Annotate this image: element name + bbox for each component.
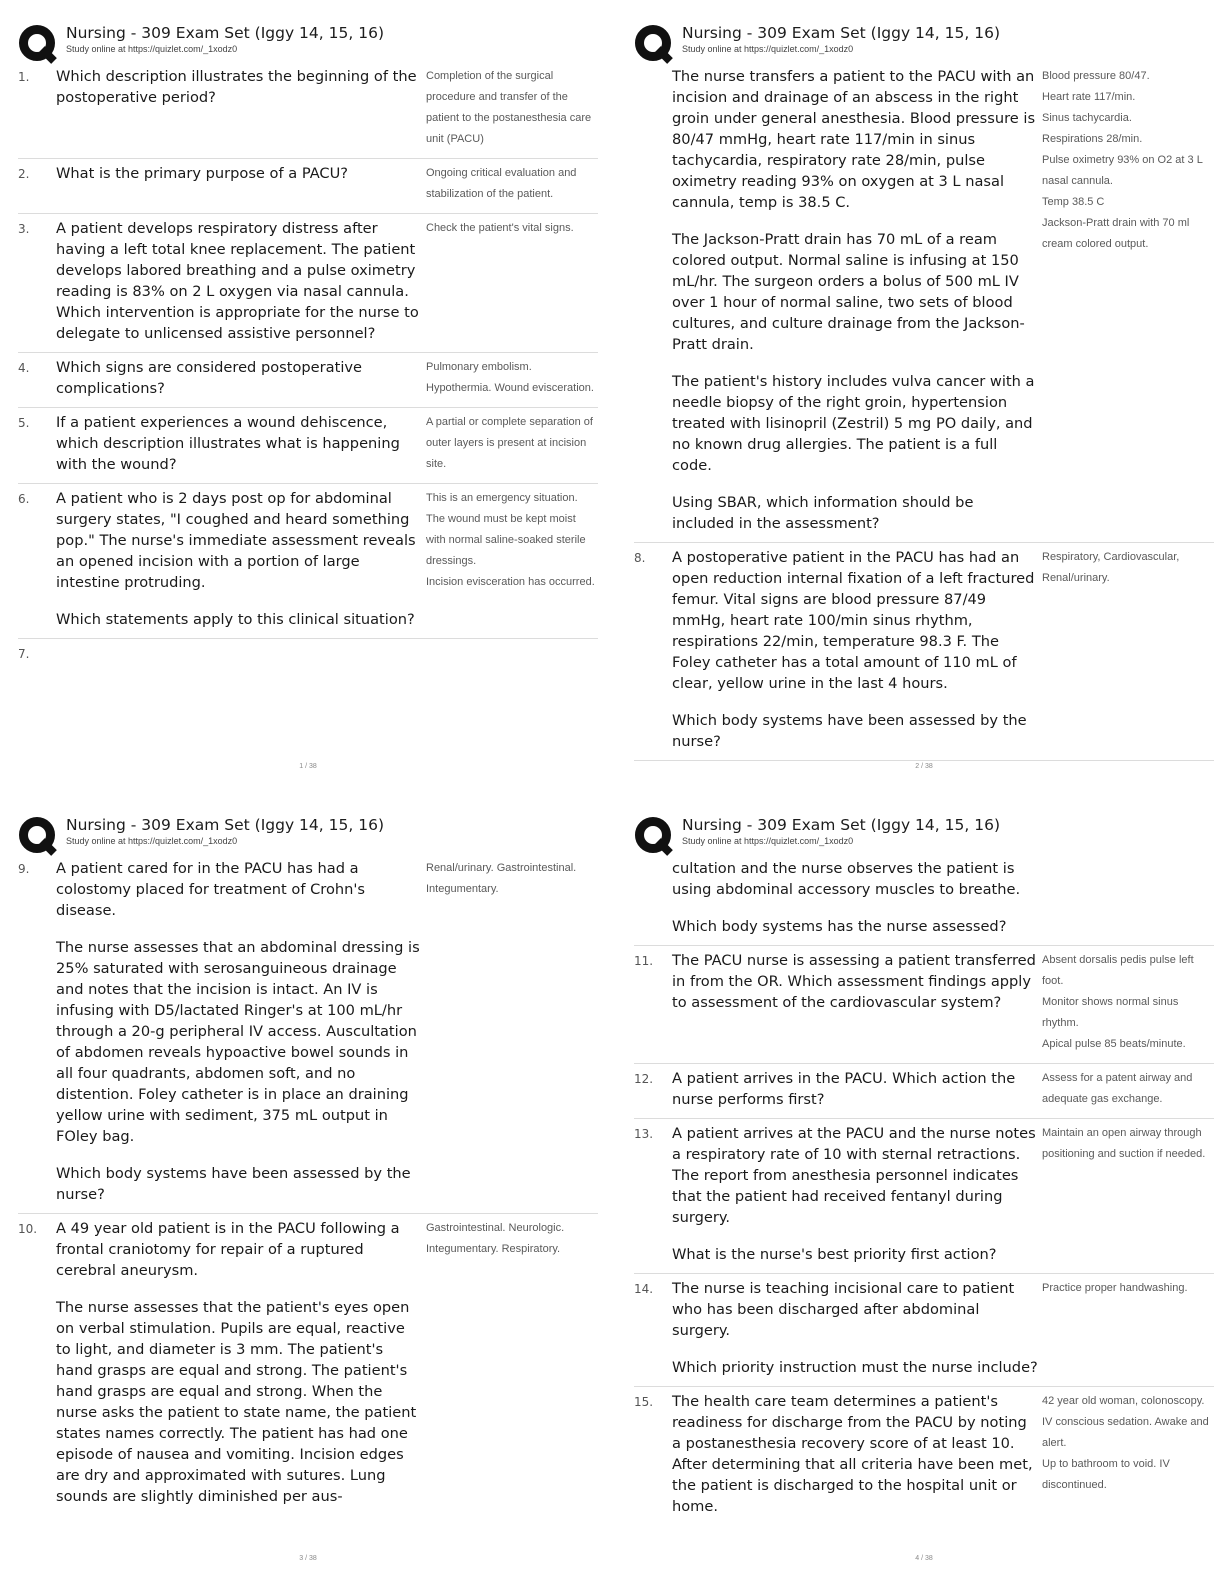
card-question: A patient who is 2 days post op for abdominal surgery states, "I coughed and heard something pop." The nurse's immediate assessment reveals an opened incision with a portion of large intestine protruding. Which statements apply to this clinical situation? bbox=[56, 490, 416, 628]
card-answer: Check the patient's vital signs. bbox=[426, 222, 574, 234]
card-answer: This is an emergency situation. The wound must be kept moist with normal saline-soaked sterile dressings. Incision evisceration has occurred. bbox=[426, 492, 595, 588]
page-header bbox=[634, 810, 1214, 854]
page-number: 4 / 38 bbox=[915, 1555, 933, 1562]
card-item-3 bbox=[18, 214, 598, 353]
card-list bbox=[634, 66, 1214, 750]
card-question: A patient arrives in the PACU. Which action the nurse performs first? bbox=[672, 1070, 1016, 1108]
card-item-12 bbox=[634, 1064, 1214, 1119]
page-title: Nursing - 309 Exam Set (Iggy 14, 15, 16) bbox=[66, 24, 384, 42]
card-answer: Ongoing critical evaluation and stabilization of the patient. bbox=[426, 167, 577, 200]
card-number: 11. bbox=[634, 954, 654, 968]
card-question: The nurse is teaching incisional care to patient who has been discharged after abdominal surgery. Which priority instruction must the nurse include? bbox=[672, 1280, 1038, 1376]
card-question: The PACU nurse is assessing a patient transferred in from the OR. Which assessment findings apply to assessment of the cardiovascular system? bbox=[672, 952, 1036, 1011]
card-number: 7. bbox=[18, 647, 30, 661]
card-number: 12. bbox=[634, 1072, 654, 1086]
card-question: A patient develops respiratory distress after having a left total knee replacement. The patient develops labored breathing and a pulse oximetry reading is 83% on 2 L oxygen via nasal cannula. Which intervention is appropriate for the nurse to delegate to unlicensed assistive personnel? bbox=[56, 220, 419, 342]
card-question: A postoperative patient in the PACU has had an open reduction internal fixation of a left fractured femur. Vital signs are blood pressure 87/49 mmHg, heart rate 100/min sinus rhythm, respirations 22/min, temperature 98.3 F. The Foley catheter has a total amount of 110 mL of clear, yellow urine in the last 4 hours. Which body systems have been assessed by the nurse? bbox=[672, 549, 1035, 750]
card-list bbox=[634, 858, 1214, 1542]
card-answer bbox=[1038, 858, 1214, 937]
card-question: cultation and the nurse observes the patient is using abdominal accessory muscles to breathe. Which body systems has the nurse assessed? bbox=[672, 860, 1021, 935]
card-question: The health care team determines a patient's readiness for discharge from the PACU by noting a postanesthesia recovery score of at least 10. After determining that all criteria have been met, the patient is discharged to the hospital unit or home. bbox=[672, 1393, 1033, 1515]
card-item-5 bbox=[18, 408, 598, 484]
card-list bbox=[18, 858, 598, 1542]
card-answer: Respiratory, Cardiovascular, Renal/urinary. bbox=[1042, 551, 1180, 584]
card-item-8 bbox=[634, 543, 1214, 761]
card-answer: Absent dorsalis pedis pulse left foot. Monitor shows normal sinus rhythm. Apical pulse 85 beats/minute. bbox=[1042, 954, 1194, 1050]
page-number: 2 / 38 bbox=[915, 763, 933, 770]
page-header bbox=[18, 810, 598, 854]
card-question: A patient arrives at the PACU and the nurse notes a respiratory rate of 10 with sternal retractions. The report from anesthesia personnel indicates that the patient had received fentanyl during surgery. What is the nurse's best priority first action? bbox=[672, 1125, 1036, 1263]
card-answer: Completion of the surgical procedure and transfer of the patient to the postanesthesia care unit (PACU) bbox=[426, 70, 592, 145]
card-question: If a patient experiences a wound dehiscence, which description illustrates what is happening with the wound? bbox=[56, 414, 400, 473]
quizlet-logo-icon bbox=[18, 24, 58, 64]
page-title: Nursing - 309 Exam Set (Iggy 14, 15, 16) bbox=[66, 816, 384, 834]
card-item-7-continued bbox=[634, 66, 1214, 543]
page-header bbox=[18, 18, 598, 62]
card-number: 8. bbox=[634, 551, 646, 565]
page-header bbox=[634, 18, 1214, 62]
document-page-4 bbox=[634, 810, 1214, 1570]
page-subtitle: Study online at https://quizlet.com/_1xodz0 bbox=[66, 44, 238, 54]
card-answer: Assess for a patent airway and adequate gas exchange. bbox=[1042, 1072, 1193, 1105]
card-item-15 bbox=[634, 1387, 1214, 1525]
quizlet-logo-icon bbox=[18, 816, 58, 856]
quizlet-logo-icon bbox=[634, 816, 674, 856]
card-number: 5. bbox=[18, 416, 30, 430]
document-page-2 bbox=[634, 18, 1214, 778]
card-answer: Renal/urinary. Gastrointestinal. Integumentary. bbox=[426, 862, 577, 895]
page-subtitle: Study online at https://quizlet.com/_1xodz0 bbox=[66, 836, 238, 846]
quizlet-logo-icon bbox=[634, 24, 674, 64]
card-number: 4. bbox=[18, 361, 30, 375]
card-item-7 bbox=[18, 639, 598, 669]
page-title: Nursing - 309 Exam Set (Iggy 14, 15, 16) bbox=[682, 24, 1000, 42]
card-answer: Maintain an open airway through positioning and suction if needed. bbox=[1042, 1127, 1206, 1160]
card-number: 3. bbox=[18, 222, 30, 236]
card-question: A patient cared for in the PACU has had a colostomy placed for treatment of Crohn's disease. The nurse assesses that an abdominal dressing is 25% saturated with serosanguineous drainage and notes that the incision is intact. An IV is infusing with D5/lactated Ringer's at 100 mL/hr through a 20-g peripheral IV access. Auscultation of abdomen reveals hypoactive bowel sounds in all four quadrants, abdomen soft, and no distention. Foley catheter is in place an draining yellow urine with sediment, 375 mL output in FOley bag. Which body systems have been assessed by the nurse? bbox=[56, 860, 420, 1203]
page-title: Nursing - 309 Exam Set (Iggy 14, 15, 16) bbox=[682, 816, 1000, 834]
card-item-4 bbox=[18, 353, 598, 408]
card-answer: Practice proper handwashing. bbox=[1042, 1282, 1188, 1294]
card-number bbox=[634, 66, 672, 534]
card-number: 2. bbox=[18, 167, 30, 181]
document-page-1 bbox=[18, 18, 598, 778]
card-answer: A partial or complete separation of outer layers is present at incision site. bbox=[426, 416, 593, 470]
card-item-10-continued bbox=[634, 858, 1214, 946]
card-number: 10. bbox=[18, 1222, 38, 1236]
page-subtitle: Study online at https://quizlet.com/_1xodz0 bbox=[682, 836, 854, 846]
card-item-1 bbox=[18, 66, 598, 159]
card-item-14 bbox=[634, 1274, 1214, 1387]
card-number: 13. bbox=[634, 1127, 654, 1141]
card-number: 6. bbox=[18, 492, 30, 506]
card-question: Which description illustrates the beginning of the postoperative period? bbox=[56, 68, 417, 106]
card-number: 1. bbox=[18, 70, 30, 84]
card-item-11 bbox=[634, 946, 1214, 1064]
card-answer: Blood pressure 80/47. Heart rate 117/min. Sinus tachycardia. Respirations 28/min. Pulse oximetry 93% on O2 at 3 L nasal cannula. Temp 38.5 C Jackson-Pratt drain with 70 ml cream colored output. bbox=[1042, 70, 1203, 250]
card-question: What is the primary purpose of a PACU? bbox=[56, 165, 349, 182]
card-item-9 bbox=[18, 858, 598, 1214]
card-item-6 bbox=[18, 484, 598, 639]
card-answer: Pulmonary embolism. Hypothermia. Wound evisceration. bbox=[426, 361, 594, 394]
card-number: 14. bbox=[634, 1282, 654, 1296]
page-number: 1 / 38 bbox=[299, 763, 317, 770]
page-subtitle: Study online at https://quizlet.com/_1xodz0 bbox=[682, 44, 854, 54]
card-list bbox=[18, 66, 598, 750]
card-number: 15. bbox=[634, 1395, 654, 1409]
card-item-13 bbox=[634, 1119, 1214, 1274]
card-answer: 42 year old woman, colonoscopy. IV conscious sedation. Awake and alert. Up to bathroom to void. IV discontinued. bbox=[1042, 1395, 1209, 1491]
card-number: 9. bbox=[18, 862, 30, 876]
page-number: 3 / 38 bbox=[299, 1555, 317, 1562]
document-page-3 bbox=[18, 810, 598, 1570]
card-number bbox=[634, 858, 672, 937]
card-answer: Gastrointestinal. Neurologic. Integumentary. Respiratory. bbox=[426, 1222, 565, 1255]
card-question: The nurse transfers a patient to the PACU with an incision and drainage of an abscess in the right groin under general anesthesia. Blood pressure is 80/47 mmHg, heart rate 117/min in sinus tachycardia, respiratory rate 28/min, pulse oximetry reading 93% on oxygen at 3 L nasal cannula, temp is 38.5 C. The Jackson-Pratt drain has 70 mL of a ream colored output. Normal saline is infusing at 150 mL/hr. The surgeon orders a bolus of 500 mL IV over 1 hour of normal saline, two sets of blood cultures, and culture drainage from the Jackson-Pratt drain. The patient's history includes vulva cancer with a needle biopsy of the right groin, hypertension treated with lisinopril (Zestril) 5 mg PO daily, and no known drug allergies. The patient is a full code. Using SBAR, which information should be included in the assessment? bbox=[672, 68, 1036, 532]
card-question: A 49 year old patient is in the PACU following a frontal craniotomy for repair of a ruptured cerebral aneurysm. The nurse assesses that the patient's eyes open on verbal stimulation. Pupils are equal, reactive to light, and diameter is 3 mm. The patient's hand grasps are equal and strong. The patient's hand grasps are equal and strong. When the nurse asks the patient to state name, the patient states names correctly. The patient has had one episode of nausea and vomiting. Incision edges are dry and approximated with sutures. Lung sounds are slightly diminished per aus- bbox=[56, 1220, 417, 1505]
card-question: Which signs are considered postoperative complications? bbox=[56, 359, 362, 397]
card-item-10 bbox=[18, 1214, 598, 1515]
card-item-2 bbox=[18, 159, 598, 214]
